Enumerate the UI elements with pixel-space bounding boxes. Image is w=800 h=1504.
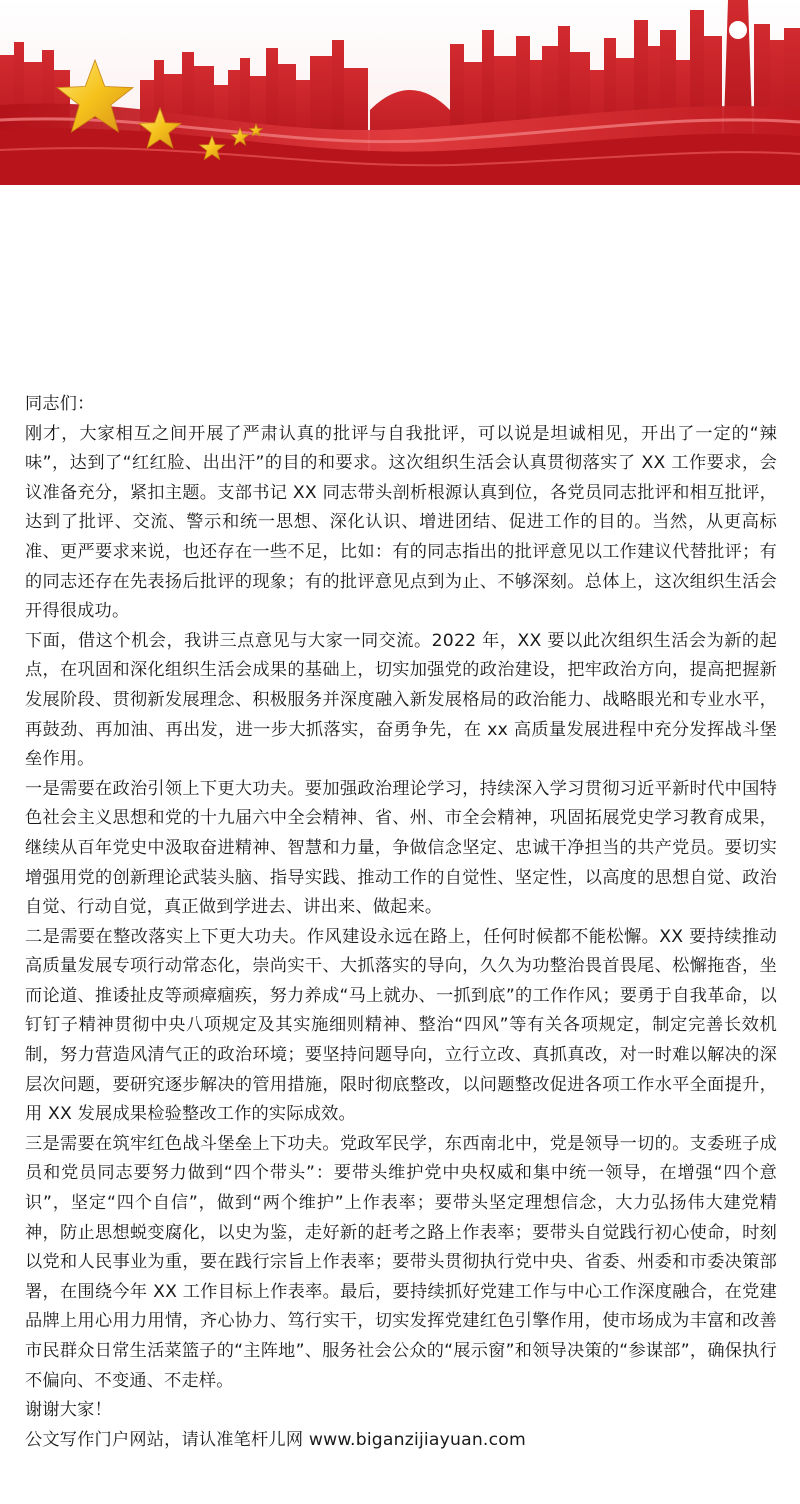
- closing: 谢谢大家！: [25, 1400, 112, 1421]
- paragraph: 三是需要在筑牢红色战斗堡垒上下功夫。党政军民学，东西南北中，党是领导一切的。支委班子成员和党员同志要努力做到“四个带头”：要带头维护党中央权威和集中统一领导，在增强“四个意识”，坚定“四个自信”，做到“两个维护”上作表率；要带头坚定理想信念，大力弘扬伟大建党精神，防止思想蜕变腐化，以史为鉴，走好新的赶考之路上作表率；要带头自觉践行初心使命，时刻以党和人民事业为重，要在践行宗旨上作表率；要带头贯彻执行党中央、省委、州委和市委决策部署，在围绕今年 XX 工作目标上作表率。最后，要持续抓好党建工作与中心工作深度融合，在党建品牌上用心用力用情，齐心协力、笃行实干，切实发挥党建红色引擎作用，使市场成为丰富和改善市民群众日常生活菜篮子的“主阵地”、服务社会公众的“展示窗”和领导决策的“参谋部”，确保执行不偏向、不变通、不走样。: [25, 1133, 777, 1391]
- greeting: 同志们：: [25, 394, 95, 414]
- paragraph: 刚才，大家相互之间开展了严肃认真的批评与自我批评，可以说是坦诚相见，开出了一定的“辣味”，达到了“红红脸、出出汗”的目的和要求。这次组织生活会认真贯彻落实了 XX 工作要求，会议准备充分，紧扣主题。支部书记 XX 同志带头剖析根源认真到位，各党员同志批评和相互批评，达到了批评、交流、警示和统一思想、深化认识、增进团结、促进工作的目的。当然，从更高标准、更严要求来说，也还存在一些不足，比如：有的同志指出的批评意见以工作建议代替批评；有的同志还存在先表扬后批评的现象；有的批评意见点到为止、不够深刻。总体上，这次组织生活会开得很成功。: [25, 423, 777, 622]
- footer-note: 公文写作门户网站，请认准笔杆儿网 www.biganzijiayuan.com: [25, 1429, 526, 1450]
- speech-text: [25, 390, 777, 1455]
- paragraph: 一是需要在政治引领上下更大功夫。要加强政治理论学习，持续深入学习贯彻习近平新时代中国特色社会主义思想和党的十九届六中全会精神、省、州、市全会精神，巩固拓展党史学习教育成果，继续从百年党史中汲取奋进精神、智慧和力量，争做信念坚定、忠诚干净担当的共产党员。要切实增强用党的创新理论武装头脑、指导实践、推动工作的自觉性、坚定性，以高度的思想自觉、政治自觉、行动自觉，真正做到学进去、讲出来、做起来。: [25, 778, 777, 918]
- paragraph: 下面，借这个机会，我讲三点意见与大家一同交流。2022 年，XX 要以此次组织生活会为新的起点，在巩固和深化组织生活会成果的基础上，切实加强党的政治建设，把牢政治方向，提高把握新发展阶段、贯彻新发展理念、积极服务并深度融入新发展格局的政治能力、战略眼光和专业水平，再鼓劲、再加油、再出发，进一步大抓落实，奋勇争先，在 xx 高质量发展进程中充分发挥战斗堡垒作用。: [25, 630, 777, 770]
- header-banner: [0, 0, 800, 185]
- paragraph: 二是需要在整改落实上下更大功夫。作风建设永远在路上，任何时候都不能松懈。XX 要持续推动高质量发展专项行动常态化，崇尚实干、大抓落实的导向，久久为功整治畏首畏尾、松懈拖沓，坐而论道、推诿扯皮等顽瘴痼疾，努力养成“马上就办、一抓到底”的工作作风；要勇于自我革命，以钉钉子精神贯彻中央八项规定及其实施细则精神、整治“四风”等有关各项规定，制定完善长效机制，努力营造风清气正的政治环境；要坚持问题导向，立行立改、真抓真改，对一时难以解决的深层次问题，要研究逐步解决的管用措施，限时彻底整改，以问题整改促进各项工作水平全面提升，用 XX 发展成果检验整改工作的实际成效。: [25, 926, 777, 1125]
